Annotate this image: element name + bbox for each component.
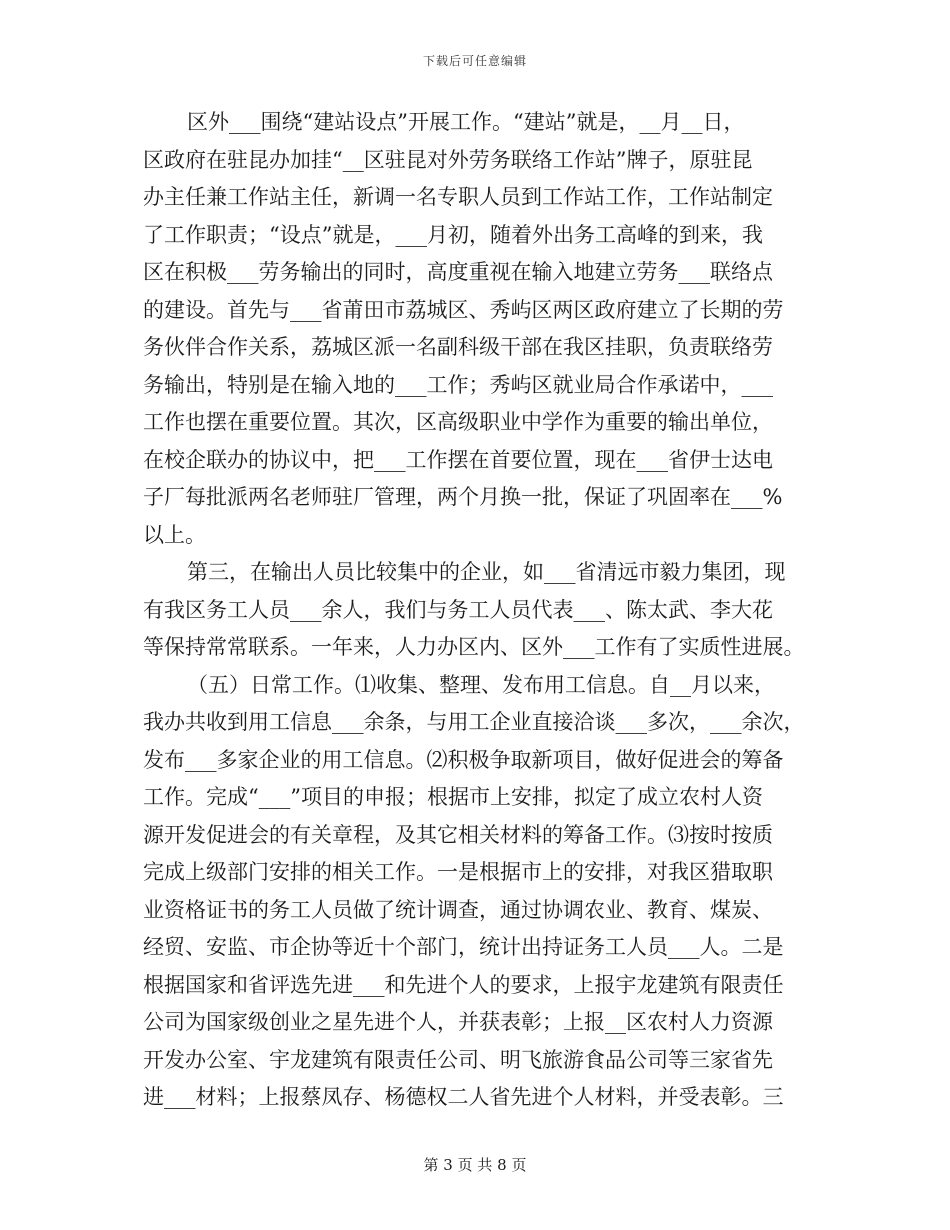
text-line: 工作也摆在重要位置。其次，区高级职业中学作为重要的输出单位，	[143, 410, 773, 434]
text-line: 第三，在输出人员比较集中的企业，如___省清远市毅力集团，现	[187, 560, 786, 584]
text-line: 区政府在驻昆办加挂“__区驻昆对外劳务联络工作站”牌子，原驻昆	[143, 147, 753, 172]
text-line: 公司为国家级创业之星先进个人，并获表彰；上报__区农村人力资源	[143, 1010, 773, 1034]
text-line: 根据国家和省评选先进___和先进个人的要求，上报宇龙建筑有限责任	[143, 972, 784, 997]
text-line: 经贸、安监、市企协等近十个部门，统计出持证务工人员___人。二是	[143, 935, 784, 959]
page-number: 第 3 页 共 8 页	[423, 1156, 527, 1174]
document-body	[143, 104, 823, 1117]
text-line: （五）日常工作。⑴收集、整理、发布用工信息。自__月以来，	[187, 672, 775, 697]
text-line: 等保持常常联系。一年来，人力办区内、区外___工作有了实质性进展。	[143, 635, 805, 659]
text-line: 子厂每批派两名老师驻厂管理，两个月换一批，保证了巩固率在___%	[143, 485, 783, 509]
text-line: 以上。	[143, 522, 206, 547]
page-header-note: 下载后可任意编辑	[422, 54, 527, 68]
text-line: 源开发促进会的有关章程，及其它相关材料的筹备工作。⑶按时按质	[143, 822, 773, 847]
text-line: 业资格证书的务工人员做了统计调查，通过协调农业、教育、煤炭、	[143, 897, 773, 922]
text-line: 完成上级部门安排的相关工作。一是根据市上的安排，对我区猎取职	[143, 860, 773, 884]
text-line: 进___材料；上报蔡凤存、杨德权二人省先进个人材料，并受表彰。三	[143, 1085, 784, 1109]
text-line: 开发办公室、宇龙建筑有限责任公司、明飞旅游食品公司等三家省先	[143, 1047, 773, 1072]
text-line: 发布___多家企业的用工信息。⑵积极争取新项目，做好促进会的筹备	[143, 747, 784, 772]
text-line: 的建设。首先与___省莆田市荔城区、秀屿区两区政府建立了长期的劳	[143, 297, 784, 322]
text-line: 区外___围绕“建站设点”开展工作。“建站”就是，__月__日，	[187, 110, 745, 134]
text-line: 工作。完成“___”项目的申报；根据市上安排，拟定了成立农村人资	[143, 785, 763, 809]
text-line: 务伙伴合作关系，荔城区派一名副科级干部在我区挂职，负责联络劳	[143, 335, 773, 359]
text-line: 区在积极___劳务输出的同时，高度重视在输入地建立劳务___联络点	[143, 260, 773, 284]
text-line: 务输出，特别是在输入地的___工作；秀屿区就业局合作承诺中，___	[143, 372, 773, 397]
text-line: 我办共收到用工信息___余条，与用工企业直接洽谈___多次，___余次，	[143, 710, 805, 734]
text-line: 在校企联办的协议中，把___工作摆在首要位置，现在___省伊士达电	[143, 447, 773, 472]
text-line: 办主任兼工作站主任，新调一名专职人员到工作站工作，工作站制定	[143, 185, 773, 209]
text-line: 有我区务工人员___余人，我们与务工人员代表___、陈太武、李大花	[143, 597, 773, 622]
text-line: 了工作职责；“设点”就是，___月初，随着外出务工高峰的到来，我	[143, 222, 763, 247]
